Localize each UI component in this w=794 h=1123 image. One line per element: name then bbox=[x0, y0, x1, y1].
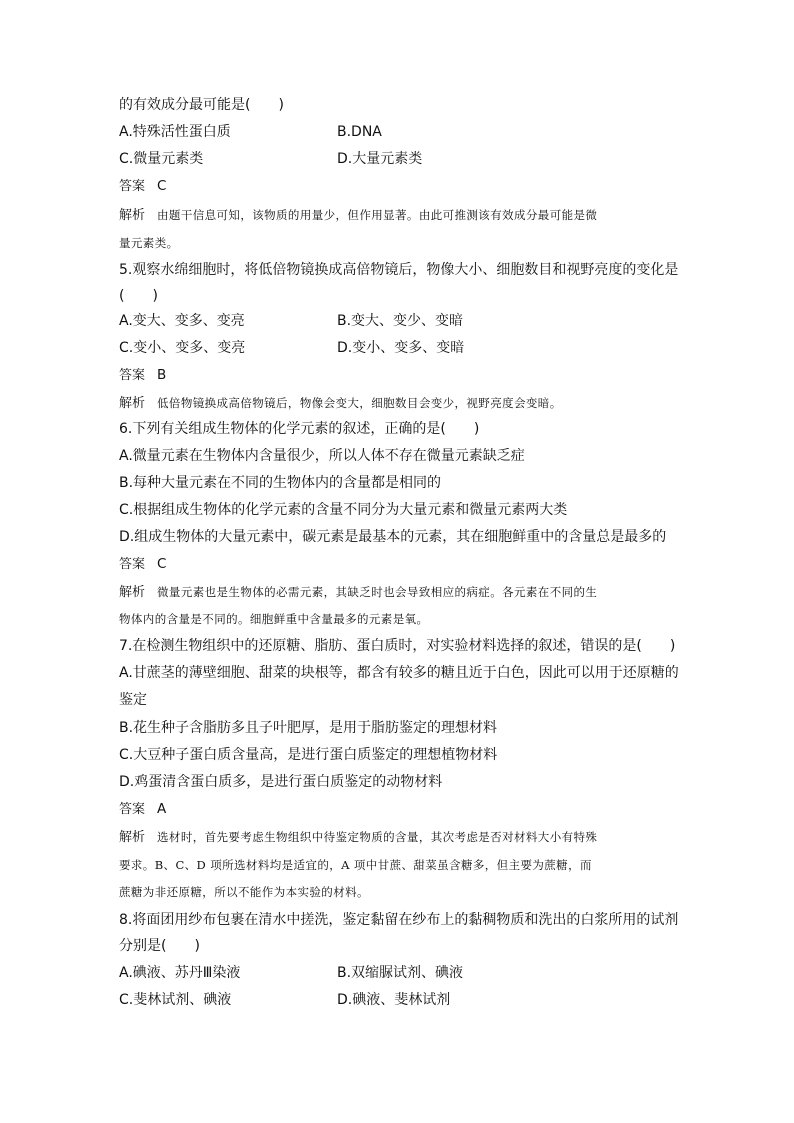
option-b: B.DNA bbox=[337, 124, 382, 140]
answer-value: B bbox=[157, 367, 167, 383]
answer-value: C bbox=[157, 178, 167, 194]
option-c: C.变小、变多、变亮 bbox=[119, 340, 246, 356]
question-stem-line: 分别是( ) bbox=[119, 938, 200, 954]
explanation-line bbox=[119, 205, 597, 226]
answer-value: C bbox=[157, 556, 167, 572]
option-a: A.特殊活性蛋白质 bbox=[119, 124, 231, 140]
answer-label: 答案 bbox=[119, 557, 146, 572]
question-stem-line: 的有效成分最可能是( ) bbox=[119, 97, 284, 113]
option-b: B.花生种子含脂肪多且子叶肥厚，是用于脂肪鉴定的理想材料 bbox=[119, 720, 498, 736]
explanation-label: 解析 bbox=[119, 830, 146, 845]
option-d: D.组成生物体的大量元素中，碳元素是最基本的元素，其在细胞鲜重中的含量总是最多的 bbox=[119, 529, 667, 545]
option-b: B.每种大量元素在不同的生物体内的含量都是相同的 bbox=[119, 475, 442, 491]
explanation-text: 低倍物镜换成高倍物镜后，物像会变大，细胞数目会变少，视野亮度会变暗。 bbox=[157, 396, 562, 410]
explanation-text: 物体内的含量是不同的。细胞鲜重中含量最多的元素是氧。 bbox=[119, 612, 429, 626]
option-b: B.双缩脲试剂、碘液 bbox=[337, 965, 464, 981]
explanation-text: 微量元素也是生物体的必需元素，其缺乏时也会导致相应的病症。各元素在不同的生 bbox=[157, 585, 598, 599]
option-d: D.碘液、斐林试剂 bbox=[337, 992, 451, 1008]
question-stem-line: 5.观察水绵细胞时，将低倍物镜换成高倍物镜后，物像大小、细胞数目和视野亮度的变化是 bbox=[119, 262, 679, 278]
explanation-label: 解析 bbox=[119, 585, 146, 600]
explanation-text: 选材时，首先要考虑生物组织中待鉴定物质的含量，其次考虑是否对材料大小有特殊 bbox=[157, 830, 598, 844]
explanation-line bbox=[119, 582, 597, 603]
answer-value: A bbox=[157, 801, 167, 817]
question-stem-line: 6.下列有关组成生物体的化学元素的叙述，正确的是( ) bbox=[119, 421, 480, 437]
question-stem-line: ( ) bbox=[119, 288, 158, 304]
answer-label: 答案 bbox=[119, 802, 146, 817]
explanation-line bbox=[119, 827, 597, 848]
answer-line bbox=[119, 365, 166, 386]
explanation-text: 蔗糖为非还原糖，所以不能作为本实验的材料。 bbox=[119, 885, 369, 899]
explanation-label: 解析 bbox=[119, 396, 146, 411]
option-a: A.碘液、苏丹Ⅲ染液 bbox=[119, 965, 241, 981]
option-d: D.大量元素类 bbox=[337, 151, 423, 167]
option-d: D.变小、变多、变暗 bbox=[337, 340, 465, 356]
option-a: A.变大、变多、变亮 bbox=[119, 313, 245, 329]
option-a: A.甘蔗茎的薄壁细胞、甜菜的块根等，都含有较多的糖且近于白色，因此可以用于还原糖的 bbox=[119, 665, 679, 681]
question-stem-line: 7.在检测生物组织中的还原糖、脂肪、蛋白质时，对实验材料选择的叙述，错误的是( ) bbox=[119, 638, 676, 654]
answer-label: 答案 bbox=[119, 179, 146, 194]
question-stem-line: 8.将面团用纱布包裹在清水中搓洗，鉴定黏留在纱布上的黏稠物质和洗出的白浆所用的试剂 bbox=[119, 912, 679, 928]
explanation-label: 解析 bbox=[119, 208, 146, 223]
answer-line bbox=[119, 554, 166, 575]
option-c: C.大豆种子蛋白质含量高，是进行蛋白质鉴定的理想植物材料 bbox=[119, 747, 498, 763]
explanation-line bbox=[119, 393, 562, 414]
option-c: C.斐林试剂、碘液 bbox=[119, 992, 232, 1008]
option-a: A.微量元素在生物体内含量很少，所以人体不存在微量元素缺乏症 bbox=[119, 448, 525, 464]
option-b: B.变大、变少、变暗 bbox=[337, 313, 464, 329]
option-c: C.微量元素类 bbox=[119, 151, 204, 167]
explanation-text: 要求。B、C、D 项所选材料均是适宜的，A 项中甘蔗、甜菜虽含糖多，但主要为蔗糖，而 bbox=[119, 858, 592, 872]
answer-label: 答案 bbox=[119, 368, 146, 383]
answer-line bbox=[119, 176, 166, 197]
answer-line bbox=[119, 799, 166, 820]
option-d: D.鸡蛋清含蛋白质多，是进行蛋白质鉴定的动物材料 bbox=[119, 774, 443, 790]
explanation-text: 量元素类。 bbox=[119, 236, 179, 250]
explanation-text: 由题干信息可知，该物质的用量少，但作用显著。由此可推测该有效成分最可能是微 bbox=[157, 208, 598, 222]
option-c: C.根据组成生物体的化学元素的含量不同分为大量元素和微量元素两大类 bbox=[119, 502, 568, 518]
option-a-continued: 鉴定 bbox=[119, 692, 147, 708]
